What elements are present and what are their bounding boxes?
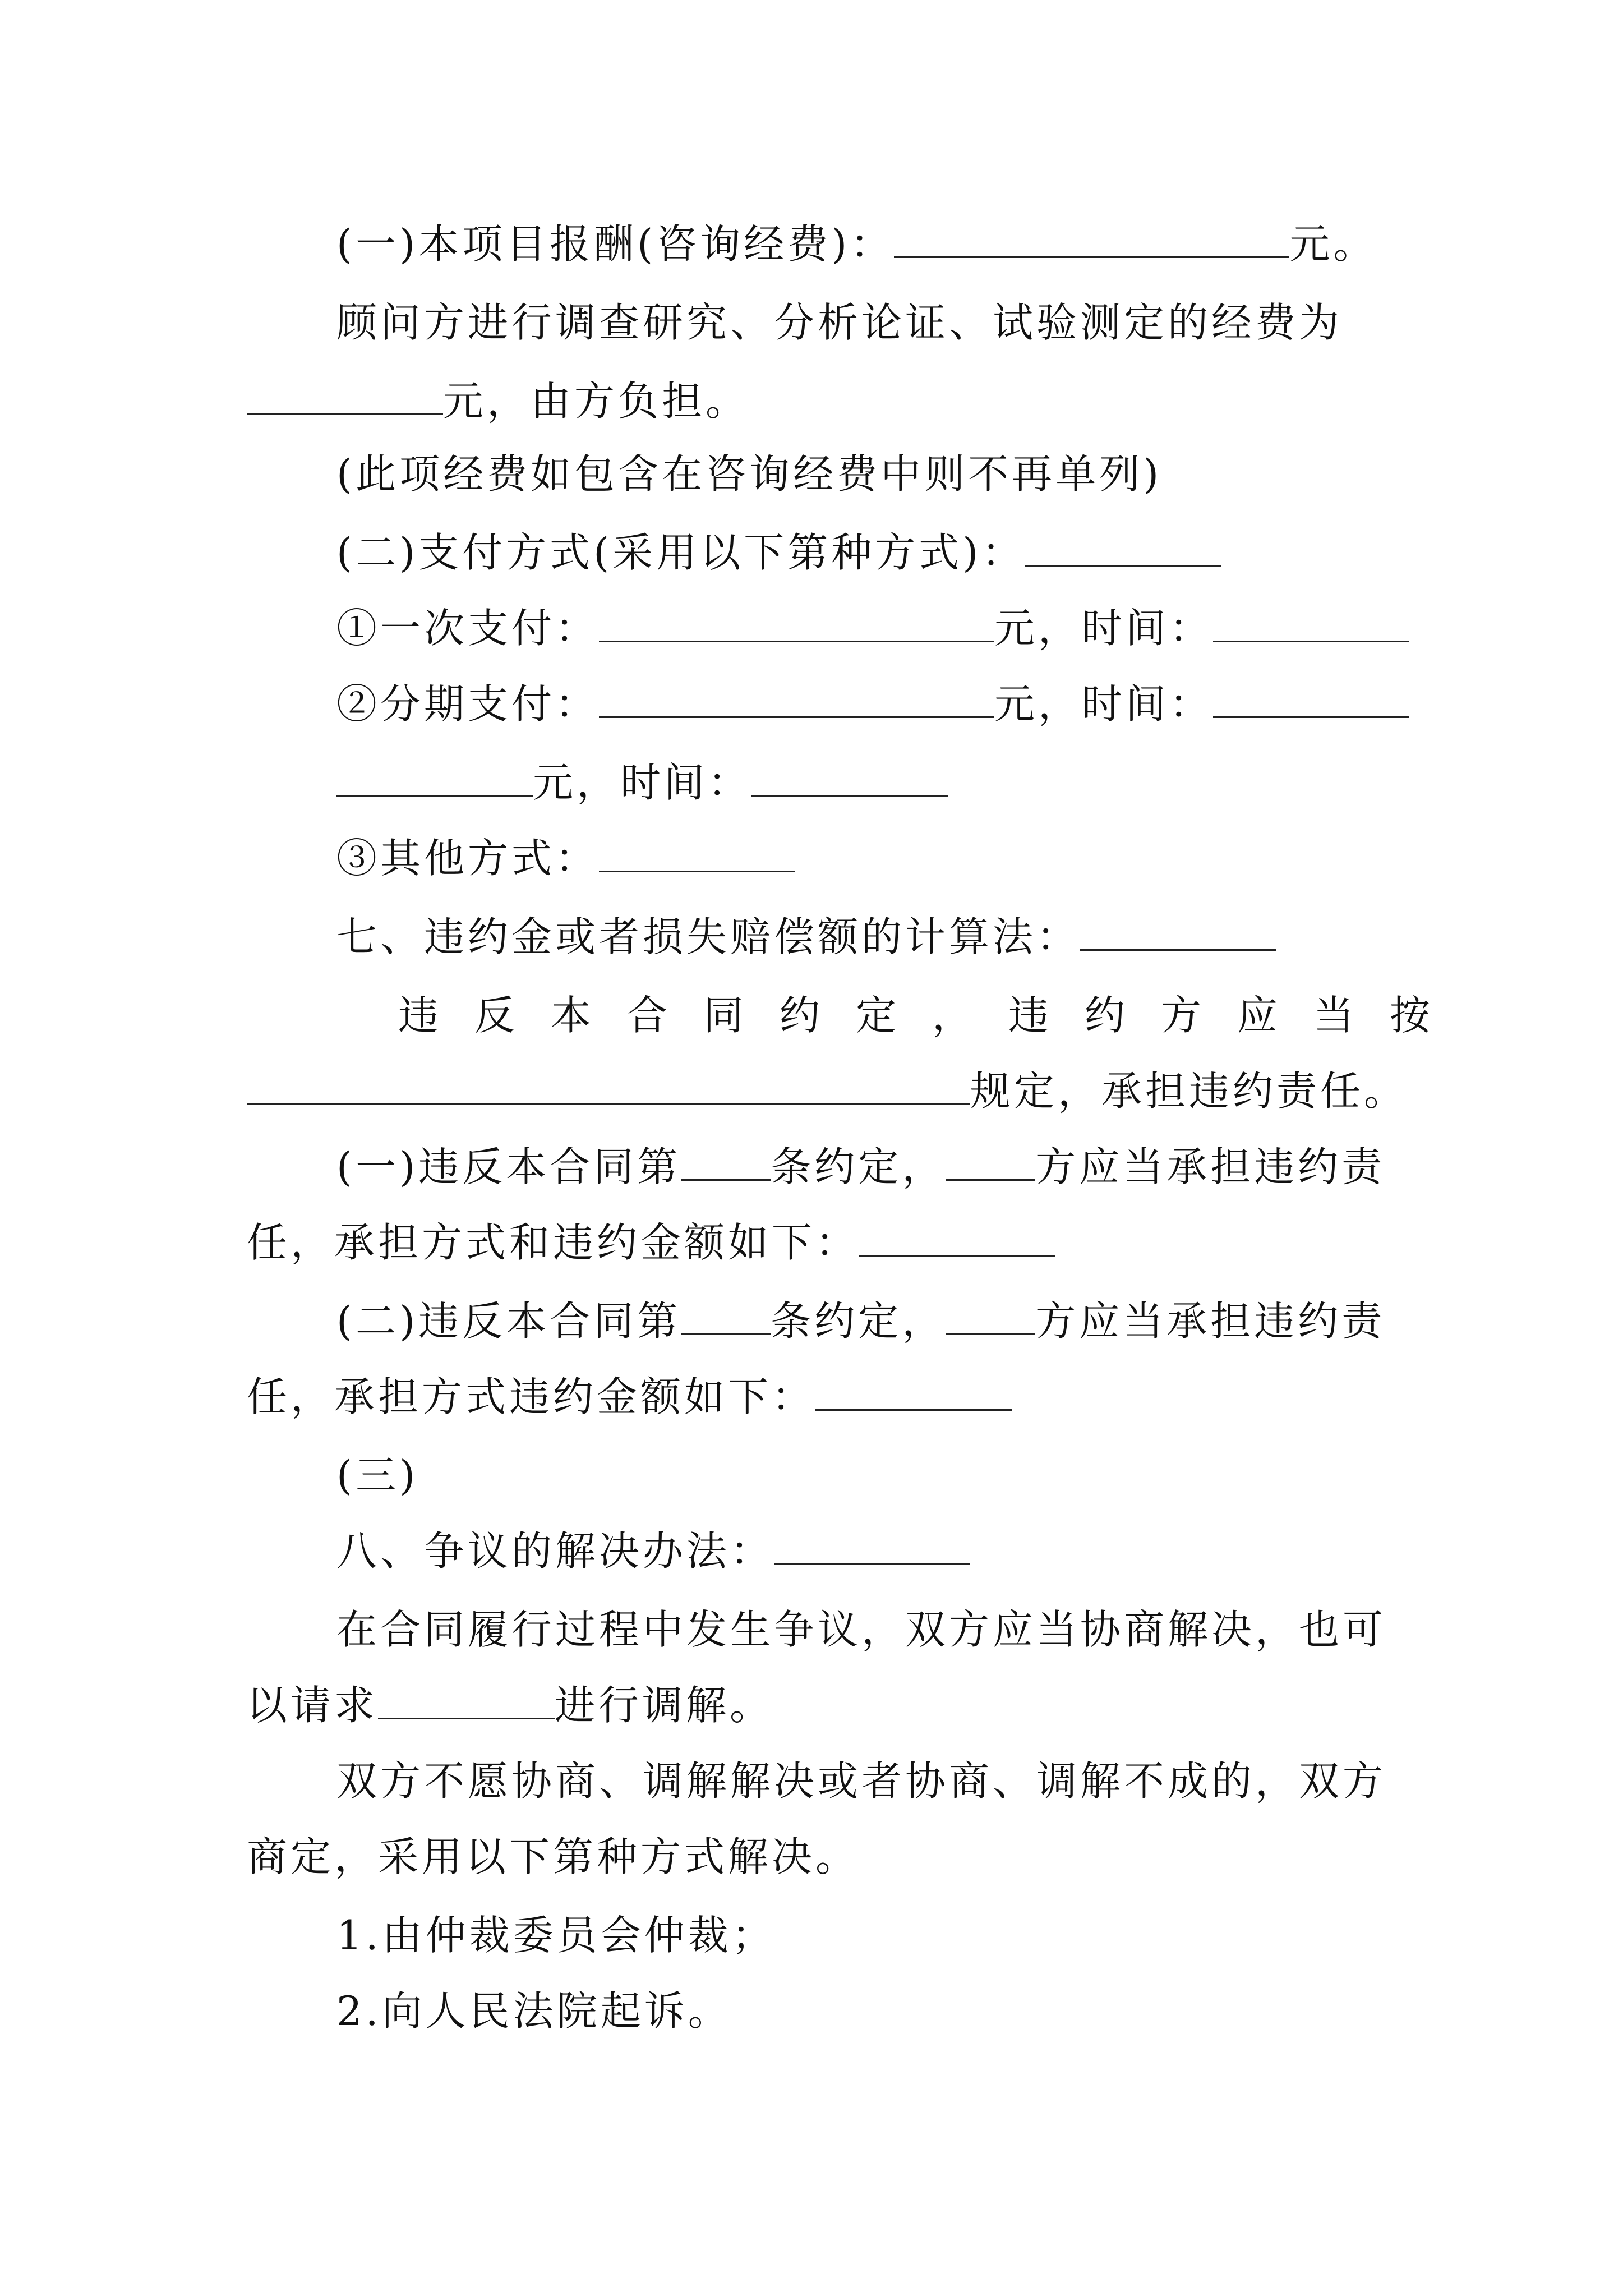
dispute-mediation-a: 以请求: [247, 1682, 379, 1729]
payment-method-label: (二)支付方式(采用以下第种方式)：: [336, 529, 1026, 576]
breach-item-two-d: 任，承担方式违约金额如下：: [247, 1373, 816, 1420]
breach-clause: 违反本合同约定，违约方应当按: [398, 992, 1467, 1039]
breach-clause-end: 规定，承担违约责任。: [970, 1068, 1408, 1115]
breach-item-one-a: (一)违反本合同第: [336, 1143, 681, 1190]
installment-label: ②分期支付：: [336, 680, 600, 728]
breach-item-one-amount-blank[interactable]: [859, 1220, 1055, 1257]
fee-note: (此项经费如包含在咨询经费中则不再单列): [336, 450, 1163, 498]
single-payment-time-blank[interactable]: [1213, 606, 1409, 642]
penalty-heading: [336, 909, 1276, 965]
installment-amount-blank[interactable]: [599, 682, 994, 718]
breach-item-three: (三): [336, 1452, 419, 1499]
installment-second-time-blank[interactable]: [751, 760, 948, 797]
breach-item-two-c: 方应当承担违约责: [1035, 1297, 1386, 1345]
penalty-method-blank[interactable]: [1080, 914, 1276, 951]
single-payment-amount-blank[interactable]: [599, 606, 994, 642]
fee-label: (一)本项目报酬(咨询经费)：: [336, 220, 895, 268]
research-fee-unit: 元，由方负担。: [443, 378, 750, 425]
dispute-option-arbitration: 1.由仲裁委员会仲裁；: [336, 1912, 776, 1959]
other-method-blank[interactable]: [599, 836, 795, 872]
dispute-heading: [336, 1523, 970, 1579]
penalty-heading-label: 七、违约金或者损失赔偿额的计算法：: [336, 913, 1081, 960]
installment-second-time-label: 元，时间：: [533, 759, 752, 806]
breach-item-two-a: (二)违反本合同第: [336, 1297, 681, 1345]
fee-amount-blank[interactable]: [894, 222, 1289, 258]
dispute-mediation-b: 进行调解。: [555, 1682, 774, 1729]
breach-item-two-continued: [247, 1369, 1012, 1425]
payment-method-line: [336, 524, 1221, 581]
dispute-mediation: [247, 1677, 773, 1733]
breach-item-one: [336, 1139, 1385, 1195]
installment-second-line: [336, 754, 948, 811]
dispute-choice: 商定，采用以下第种方式解决。: [247, 1833, 860, 1880]
fee-line: [336, 216, 1377, 272]
breach-item-one-c: 方应当承担违约责: [1035, 1143, 1386, 1190]
breach-item-two: [336, 1293, 1385, 1349]
research-fee-amount-line: [247, 373, 749, 429]
payment-method-blank[interactable]: [1025, 530, 1221, 567]
installment-line: [336, 676, 1409, 732]
dispute-failure: 双方不愿协商、调解解决或者协商、调解不成的，双方: [336, 1757, 1387, 1805]
installment-second-amount-blank[interactable]: [336, 760, 533, 797]
mediator-blank[interactable]: [378, 1683, 555, 1719]
installment-time-label: 元，时间：: [994, 680, 1214, 728]
other-method-line: [336, 830, 795, 886]
dispute-option-court: 2.向人民法院起诉。: [336, 1987, 732, 2035]
breach-item-one-article-blank[interactable]: [681, 1144, 771, 1181]
dispute-heading-label: 八、争议的解决办法：: [336, 1527, 774, 1575]
single-payment-time-label: 元，时间：: [994, 605, 1214, 652]
breach-item-one-b: 条约定，: [771, 1143, 946, 1190]
single-payment-label: ①一次支付：: [336, 605, 600, 652]
fee-unit: 元。: [1289, 220, 1377, 268]
dispute-method-blank[interactable]: [774, 1529, 970, 1565]
breach-clause-continued: [247, 1063, 1408, 1119]
breach-item-two-amount-blank[interactable]: [815, 1374, 1012, 1411]
research-fee-line: 顾问方进行调查研究、分析论证、试验测定的经费为: [336, 299, 1343, 346]
installment-time-blank[interactable]: [1213, 682, 1409, 718]
breach-item-two-party-blank[interactable]: [946, 1299, 1035, 1335]
breach-item-one-d: 任，承担方式和违约金额如下：: [247, 1219, 860, 1266]
breach-item-one-continued: [247, 1214, 1055, 1271]
dispute-negotiation: 在合同履行过程中发生争议，双方应当协商解决，也可: [336, 1606, 1387, 1653]
breach-rule-blank[interactable]: [247, 1069, 970, 1105]
research-fee-blank[interactable]: [247, 379, 443, 415]
other-method-label: ③其他方式：: [336, 835, 600, 882]
single-payment-line: [336, 600, 1409, 656]
breach-item-two-article-blank[interactable]: [681, 1299, 771, 1335]
breach-item-one-party-blank[interactable]: [946, 1144, 1035, 1181]
breach-item-two-b: 条约定，: [771, 1297, 946, 1345]
